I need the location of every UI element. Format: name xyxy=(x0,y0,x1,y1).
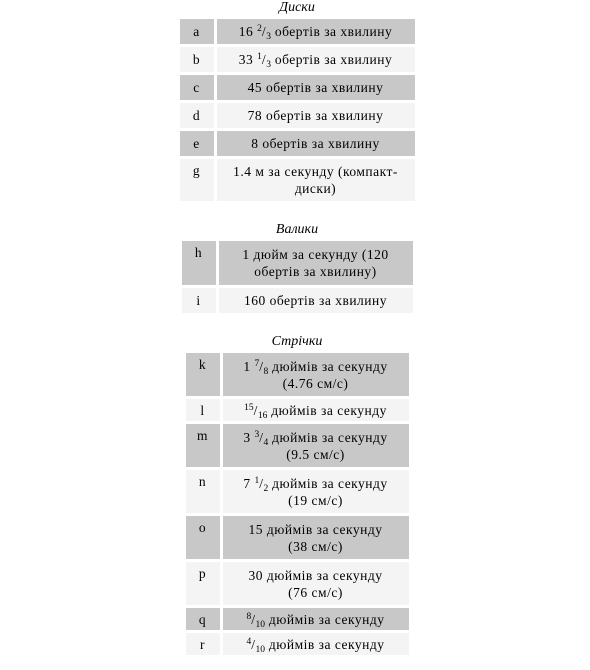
value-whole: 16 xyxy=(238,24,258,39)
value-unit: дюймів за секунду xyxy=(267,402,387,418)
row-key: c xyxy=(180,75,214,100)
row-key: n xyxy=(186,470,220,513)
value-whole: 7 xyxy=(243,475,255,491)
value-line: 7 $^1/_2$ дюймів за секунду xyxy=(243,475,388,494)
fraction-denominator: 3 xyxy=(266,60,271,70)
table-row xyxy=(186,399,409,421)
row-value xyxy=(219,241,413,285)
value-line: (9.5 см/с) xyxy=(286,446,345,462)
row-key: p xyxy=(186,562,220,605)
row-value xyxy=(223,470,409,513)
fraction-numerator: 1 xyxy=(257,52,262,62)
table-row xyxy=(186,608,409,630)
table-row xyxy=(180,103,415,128)
section-cylinders xyxy=(0,222,590,316)
fraction-denominator: 8 xyxy=(263,366,269,377)
row-key: a xyxy=(180,19,214,44)
table-row xyxy=(180,131,415,156)
value-line: (4.76 см/с) xyxy=(282,375,349,391)
fraction-denominator: 10 xyxy=(255,619,266,630)
row-value xyxy=(217,159,415,201)
value-whole: 3 xyxy=(243,429,255,445)
table-row xyxy=(186,633,409,655)
row-key: d xyxy=(180,103,214,128)
value-unit: обертів за хвилину xyxy=(270,52,393,67)
value-unit: дюймів за секунду xyxy=(268,429,388,445)
row-value: $^8/_{10}$ дюймів за секунду xyxy=(223,608,409,630)
row-value: 160 обертів за хвилину xyxy=(219,288,413,313)
fraction-numerator: 7 xyxy=(254,358,260,369)
row-key: r xyxy=(186,633,220,655)
row-key: g xyxy=(180,159,214,201)
value-whole: 33 xyxy=(238,52,258,67)
value-line: (38 см/с) xyxy=(288,538,343,554)
row-key: o xyxy=(186,516,220,559)
row-value: 78 обертів за хвилину xyxy=(217,103,415,128)
value-line: 1.4 м за секунду (компакт- xyxy=(233,164,398,179)
fraction-numerator: 1 xyxy=(254,475,260,486)
value-unit: обертів за хвилину xyxy=(270,24,393,39)
row-value: 45 обертів за хвилину xyxy=(217,75,415,100)
fraction-denominator: 10 xyxy=(255,644,266,655)
value-unit: дюймів за секунду xyxy=(268,358,388,374)
section-title: Валики xyxy=(275,222,319,237)
section-title: Стрічки xyxy=(271,334,323,349)
table-row xyxy=(182,288,413,313)
row-value xyxy=(223,516,409,559)
speeds-table-discs xyxy=(177,16,418,204)
table-row xyxy=(186,353,409,396)
table-row xyxy=(180,19,415,44)
table-row xyxy=(186,562,409,605)
fraction-numerator: 15 xyxy=(244,402,254,413)
value-line: 1 дюйм за секунду (120 xyxy=(242,247,389,262)
row-value: 8 обертів за хвилину xyxy=(217,131,415,156)
section-title: Диски xyxy=(279,0,315,15)
value-whole: 1 xyxy=(243,358,255,374)
row-value xyxy=(223,562,409,605)
fraction-numerator: 8 xyxy=(246,611,252,622)
speeds-table-tapes xyxy=(183,350,412,658)
fraction-numerator: 4 xyxy=(246,636,252,647)
value-line: 30 дюймів за секунду xyxy=(248,567,383,583)
table-row xyxy=(180,75,415,100)
fraction-denominator: 16 xyxy=(257,410,268,421)
row-key: k xyxy=(186,353,220,396)
table-row xyxy=(186,424,409,467)
section-tapes xyxy=(0,334,590,658)
row-key: l xyxy=(186,399,220,421)
value-line: 15 дюймів за секунду xyxy=(248,521,383,537)
row-key: i xyxy=(182,288,216,313)
speeds-table-cylinders xyxy=(179,238,416,316)
value-line: (19 см/с) xyxy=(288,492,343,508)
table-row xyxy=(180,159,415,201)
row-value: $^4/_{10}$ дюймів за секунду xyxy=(223,633,409,655)
value-line: 1 $^7/_8$ дюймів за секунду xyxy=(243,358,388,377)
row-key: h xyxy=(182,241,216,285)
fraction-numerator: 3 xyxy=(254,429,260,440)
value-line: диски) xyxy=(294,181,337,196)
fraction-denominator: 2 xyxy=(263,483,269,494)
section-discs xyxy=(0,0,590,204)
fraction-denominator: 4 xyxy=(263,437,269,448)
value-line: 3 $^3/_4$ дюймів за секунду xyxy=(243,429,388,448)
row-value xyxy=(223,424,409,467)
table-row xyxy=(182,241,413,285)
value-unit: дюймів за секунду xyxy=(265,611,385,627)
table-row xyxy=(180,47,415,72)
value-line: обертів за хвилину) xyxy=(254,264,377,279)
row-key: e xyxy=(180,131,214,156)
table-row xyxy=(186,470,409,513)
table-row xyxy=(186,516,409,559)
fraction-denominator: 3 xyxy=(266,32,271,42)
row-key: b xyxy=(180,47,214,72)
value-unit: дюймів за секунду xyxy=(268,475,388,491)
fraction-numerator: 2 xyxy=(257,24,262,34)
row-value xyxy=(223,353,409,396)
value-line: (76 см/с) xyxy=(288,584,343,600)
row-key: m xyxy=(186,424,220,467)
value-unit: дюймів за секунду xyxy=(265,636,385,652)
row-value: 16 $^2/_3$ обертів за хвилину xyxy=(217,19,415,44)
row-value: 33 $^1/_3$ обертів за хвилину xyxy=(217,47,415,72)
row-key: q xyxy=(186,608,220,630)
row-value: $^{15}/_{16}$ дюймів за секунду xyxy=(223,399,409,421)
